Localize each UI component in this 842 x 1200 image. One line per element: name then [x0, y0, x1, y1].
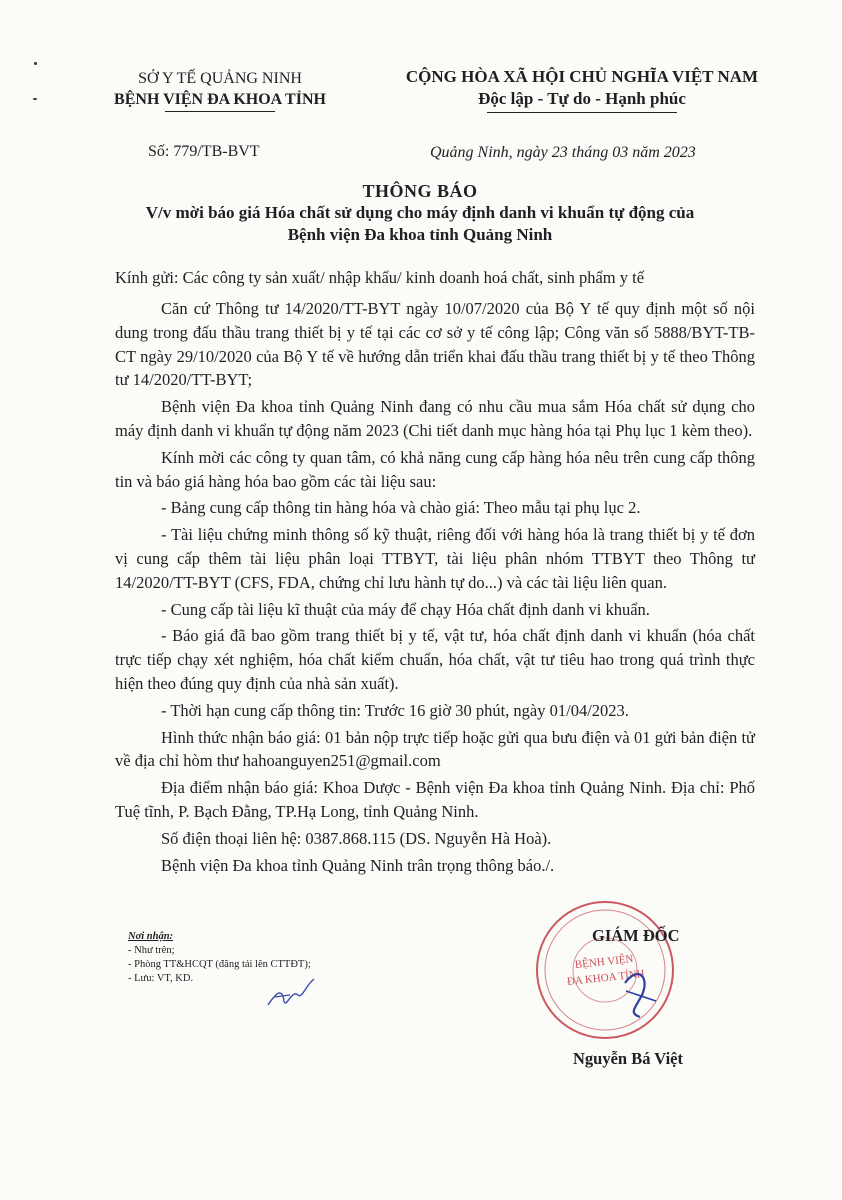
official-seal-icon	[530, 895, 680, 1045]
body-paragraph: Kính mời các công ty quan tâm, có khả năng cung cấp hàng hóa nêu trên cung cấp thông tin và báo giá hàng hóa bao gồm các tài liệu sau:	[115, 447, 755, 491]
svg-text:BỆNH VIỆN: BỆNH VIỆN	[574, 953, 635, 972]
document-title	[90, 180, 750, 246]
scan-speck	[33, 98, 37, 100]
motto-text: Độc lập - Tự do - Hạnh phúc	[478, 89, 686, 108]
body-paragraph: Địa điểm nhận báo giá: Khoa Dược - Bệnh viện Đa khoa tỉnh Quảng Ninh. Địa chỉ: Phố Tuệ tĩnh, P. Bạch Đằng, TP.Hạ Long, tỉnh Quảng Ninh.	[115, 778, 755, 821]
header-right-divider	[487, 112, 677, 113]
national-motto	[372, 66, 792, 113]
title-subject-line-2: Bệnh viện Đa khoa tỉnh Quảng Ninh	[287, 225, 553, 244]
title-main: THÔNG BÁO	[362, 181, 478, 201]
body-paragraph: - Báo giá đã bao gồm trang thiết bị y tế, vật tư, hóa chất định danh vi khuẩn (hóa chất trực tiếp chạy xét nghiệm, hóa chất kiểm chuẩn, hóa chất, vật tư tiêu hao trong quá trình thực hiện theo đúng quy định của nhà sản xuất).	[115, 626, 755, 693]
recipient-item: - Như trên;	[128, 945, 175, 956]
signer-title: GIÁM ĐỐC	[592, 926, 680, 945]
body-paragraph: Hình thức nhận báo giá: 01 bản nộp trực tiếp hoặc gửi qua bưu điện và 01 gửi bản điện tử về địa chỉ hòm thư hahoanguyen251@gmail.com	[115, 727, 755, 771]
body-paragraph: - Cung cấp tài liệu kĩ thuật của máy để chạy Hóa chất định danh vi khuẩn.	[161, 599, 650, 619]
scan-speck	[34, 62, 37, 65]
document-body	[115, 297, 755, 880]
body-paragraph: Bệnh viện Đa khoa tỉnh Quảng Ninh đang có nhu cầu mua sắm Hóa chất sử dụng cho máy định danh vi khuẩn tự động năm 2023 (Chi tiết danh mục hàng hóa tại Phụ lục 1 kèm theo).	[115, 397, 755, 440]
hospital-name: BỆNH VIỆN ĐA KHOA TỈNH	[114, 91, 326, 108]
document-date: Quảng Ninh, ngày 23 tháng 03 năm 2023	[430, 144, 696, 161]
country-name: CỘNG HÒA XÃ HỘI CHỦ NGHĨA VIỆT NAM	[405, 67, 759, 86]
body-paragraph: - Bảng cung cấp thông tin hàng hóa và chào giá: Theo mẫu tại phụ lục 2.	[161, 498, 641, 518]
title-subject-line-1: V/v mời báo giá Hóa chất sử dụng cho máy định danh vi khuẩn tự động của	[145, 203, 695, 222]
body-paragraph: - Tài liệu chứng minh thông số kỹ thuật, riêng đối với hàng hóa là trang thiết bị y tế đơn vị cung cấp thêm tài liệu phân loại TTBYT, tài liệu phân nhóm TTBYT theo Thông tư 14/2020/TT-BYT (CFS, FDA, chứng chỉ lưu hành tự do...) và các tài liệu liên quan.	[115, 525, 755, 592]
body-paragraph: Số điện thoại liên hệ: 0387.868.115 (DS. Nguyễn Hà Hoà).	[161, 828, 552, 848]
initials-signature-icon	[262, 975, 332, 1015]
addressee: Kính gửi: Các công ty sản xuất/ nhập khẩu/ kinh doanh hoá chất, sinh phẩm y tế	[115, 268, 645, 287]
issuing-organization	[70, 68, 370, 112]
body-paragraph: Bệnh viện Đa khoa tỉnh Quảng Ninh trân trọng thông báo./.	[161, 855, 555, 875]
body-paragraph: - Thời hạn cung cấp thông tin: Trước 16 giờ 30 phút, ngày 01/04/2023.	[161, 700, 629, 720]
recipient-item: - Lưu: VT, KD.	[128, 973, 194, 984]
body-paragraph: Căn cứ Thông tư 14/2020/TT-BYT ngày 10/07/2020 của Bộ Y tế quy định một số nội dung trong đấu thầu trang thiết bị y tế tại các cơ sở y tế công lập; Công văn số 5888/BYT-TB-CT ngày 29/10/2020 của Bộ Y tế về hướng dẫn triển khai đấu thầu trang thiết bị y tế theo Thông tư 14/2020/TT-BYT;	[115, 299, 755, 390]
document-number: Số: 779/TB-BVT	[148, 143, 260, 160]
header-left-divider	[165, 111, 275, 112]
signer-name: Nguyễn Bá Việt	[573, 1049, 684, 1068]
svg-text:ĐA KHOA TỈNH: ĐA KHOA TỈNH	[566, 967, 646, 989]
department-name: SỞ Y TẾ QUẢNG NINH	[138, 70, 302, 87]
recipients-label: Nơi nhận:	[128, 931, 174, 942]
recipient-item: - Phòng TT&HCQT (đăng tải lên CTTĐT);	[128, 959, 311, 970]
